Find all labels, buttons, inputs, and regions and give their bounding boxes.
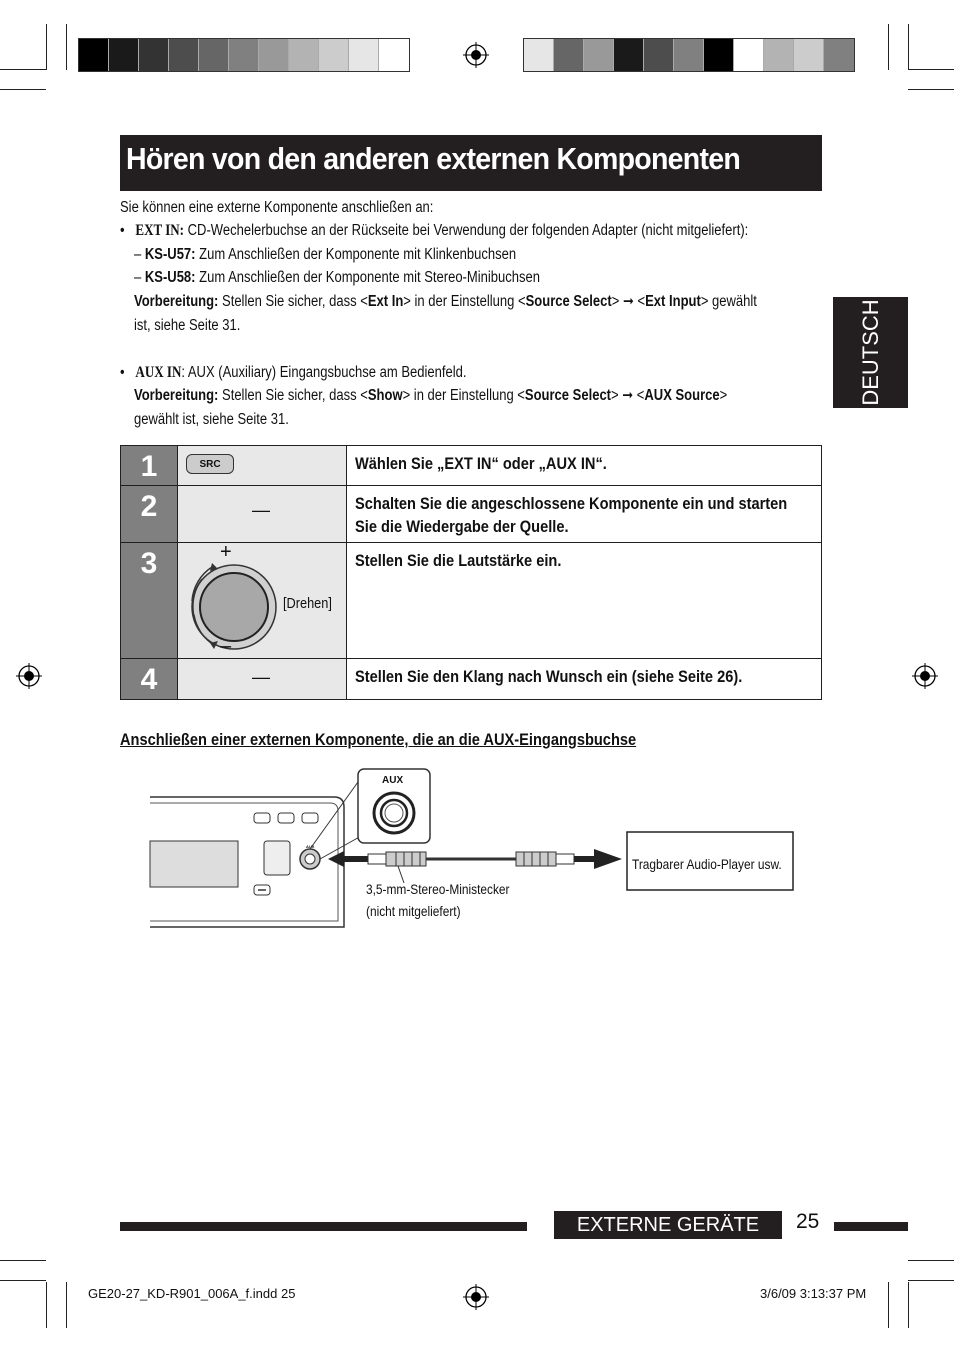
color-swatch bbox=[554, 39, 584, 71]
step-text-line: Sie die Wiedergabe der Quelle. bbox=[355, 517, 569, 536]
adapter-label: KS-U58: bbox=[144, 269, 196, 286]
prep-text: > ➞ < bbox=[611, 293, 646, 310]
prep-option: Source Select bbox=[525, 293, 612, 310]
step-row-2 bbox=[121, 486, 821, 543]
step-text-line: Schalten Sie die angeschlossene Komponente ein und starten bbox=[355, 494, 788, 513]
step-number: 1 bbox=[121, 446, 177, 485]
prep-text: > bbox=[719, 387, 728, 404]
color-swatch bbox=[229, 39, 259, 71]
steps-table bbox=[120, 445, 822, 700]
player-label: Tragbarer Audio-Player usw. bbox=[632, 856, 782, 872]
color-swatch bbox=[379, 39, 409, 71]
aux-in-text: : AUX (Auxiliary) Eingangsbuchse am Bedienfeld. bbox=[181, 364, 467, 381]
step-text: Wählen Sie „EXT IN“ oder „AUX IN“. bbox=[355, 454, 607, 473]
bullet: • bbox=[120, 364, 125, 381]
prep-text: > in der Einstellung < bbox=[402, 387, 525, 404]
bullet: • bbox=[120, 222, 125, 239]
step-text: Stellen Sie die Lautstärke ein. bbox=[355, 551, 562, 570]
volume-knob-icon bbox=[180, 549, 284, 657]
ext-in-line bbox=[120, 219, 748, 243]
prep-option: Show bbox=[367, 387, 403, 404]
step-icon-cell bbox=[177, 659, 347, 699]
adapter-ks-u58 bbox=[134, 266, 540, 290]
footer-rule-left bbox=[120, 1222, 527, 1231]
prep-text: Stellen Sie sicher, dass < bbox=[218, 387, 368, 404]
prep-text: > gewählt bbox=[700, 293, 757, 310]
adapter-label: KS-U57: bbox=[144, 246, 196, 263]
aux-in-preparation bbox=[134, 384, 727, 408]
intro-text: Sie können eine externe Komponente anschließen an: bbox=[120, 199, 434, 216]
color-swatch bbox=[704, 39, 734, 71]
prep-label: Vorbereitung: bbox=[134, 293, 219, 310]
step-number: 3 bbox=[121, 543, 177, 658]
registration-mark-bottom-icon bbox=[463, 1284, 489, 1310]
registration-mark-left-icon bbox=[16, 663, 42, 689]
step-text bbox=[355, 492, 788, 538]
ext-in-preparation bbox=[134, 290, 757, 314]
color-swatch bbox=[199, 39, 229, 71]
prep-text: > ➞ < bbox=[611, 387, 645, 404]
color-swatch bbox=[614, 39, 644, 71]
step-number: 4 bbox=[121, 659, 177, 699]
prep-option: Ext Input bbox=[645, 293, 701, 310]
color-swatch bbox=[674, 39, 704, 71]
ext-in-label: EXT IN: bbox=[135, 222, 185, 239]
prep-option: Source Select bbox=[524, 387, 612, 404]
step-row-4 bbox=[121, 659, 821, 699]
aux-jack-label: AUX bbox=[382, 775, 404, 786]
plus-sign: + bbox=[220, 541, 232, 563]
plug-label: 3,5-mm-Stereo-Ministecker bbox=[366, 881, 510, 897]
ext-in-preparation-line2: ist, siehe Seite 31. bbox=[134, 317, 241, 334]
prep-text: > in der Einstellung < bbox=[403, 293, 526, 310]
minus-sign: – bbox=[220, 635, 232, 657]
prep-option: Ext In bbox=[367, 293, 404, 310]
color-swatch bbox=[349, 39, 379, 71]
step-icon-cell bbox=[177, 543, 347, 658]
color-swatch bbox=[109, 39, 139, 71]
aux-jack-small-label: AUX bbox=[306, 844, 315, 849]
aux-in-line bbox=[120, 361, 467, 385]
adapter-text: Zum Anschließen der Komponente mit Klinkenbuchsen bbox=[195, 246, 517, 263]
ext-in-text: CD-Wechelerbuchse an der Rückseite bei Verwendung der folgenden Adapter (nicht mitgeliefert): bbox=[184, 222, 749, 239]
color-swatch bbox=[259, 39, 289, 71]
adapter-text: Zum Anschließen der Komponente mit Stereo-Minibuchsen bbox=[195, 269, 540, 286]
prep-text: Stellen Sie sicher, dass < bbox=[218, 293, 368, 310]
language-tab-label: DEUTSCH bbox=[857, 299, 883, 406]
step-number: 2 bbox=[121, 486, 177, 542]
page-number: 25 bbox=[796, 1210, 820, 1233]
color-swatch bbox=[289, 39, 319, 71]
color-bar-left bbox=[78, 38, 410, 72]
color-swatch bbox=[79, 39, 109, 71]
aux-section-heading: Anschließen einer externen Komponente, die an die AUX-Eingangsbuchse bbox=[120, 730, 637, 749]
color-swatch bbox=[139, 39, 169, 71]
color-swatch bbox=[169, 39, 199, 71]
color-swatch bbox=[319, 39, 349, 71]
file-slug: GE20-27_KD-R901_006A_f.indd 25 bbox=[88, 1286, 296, 1301]
step-icon-cell bbox=[177, 446, 347, 485]
step-text: Stellen Sie den Klang nach Wunsch ein (siehe Seite 26). bbox=[355, 667, 743, 686]
color-swatch bbox=[764, 39, 794, 71]
registration-mark-top-icon bbox=[463, 42, 489, 68]
color-swatch bbox=[524, 39, 554, 71]
color-swatch bbox=[584, 39, 614, 71]
language-tab bbox=[833, 297, 908, 408]
rotate-label: [Drehen] bbox=[283, 595, 332, 612]
color-swatch bbox=[644, 39, 674, 71]
dash: – bbox=[134, 246, 142, 263]
step-icon-cell bbox=[177, 486, 347, 542]
color-swatch bbox=[794, 39, 824, 71]
footer-rule-right bbox=[834, 1222, 908, 1231]
plug-note: (nicht mitgeliefert) bbox=[366, 903, 461, 919]
registration-mark-right-icon bbox=[912, 663, 938, 689]
page-title: Hören von den anderen externen Komponenten bbox=[126, 141, 741, 176]
color-swatch bbox=[734, 39, 764, 71]
adapter-ks-u57 bbox=[134, 243, 516, 267]
dash-icon: — bbox=[252, 667, 270, 687]
dash: – bbox=[134, 269, 142, 286]
date-slug: 3/6/09 3:13:37 PM bbox=[760, 1286, 867, 1301]
section-label: EXTERNE GERÄTE bbox=[554, 1211, 782, 1239]
prep-option: AUX Source bbox=[644, 387, 720, 404]
dash-icon: — bbox=[252, 500, 270, 520]
aux-in-label: AUX IN bbox=[135, 364, 182, 381]
aux-connection-diagram bbox=[146, 765, 806, 935]
color-swatch bbox=[824, 39, 854, 71]
prep-label: Vorbereitung: bbox=[134, 387, 219, 404]
aux-in-preparation-line2: gewählt ist, siehe Seite 31. bbox=[134, 411, 289, 428]
src-button-icon: SRC bbox=[186, 454, 234, 474]
color-bar-right bbox=[523, 38, 855, 72]
step-row-1 bbox=[121, 446, 821, 486]
step-row-3 bbox=[121, 543, 821, 659]
